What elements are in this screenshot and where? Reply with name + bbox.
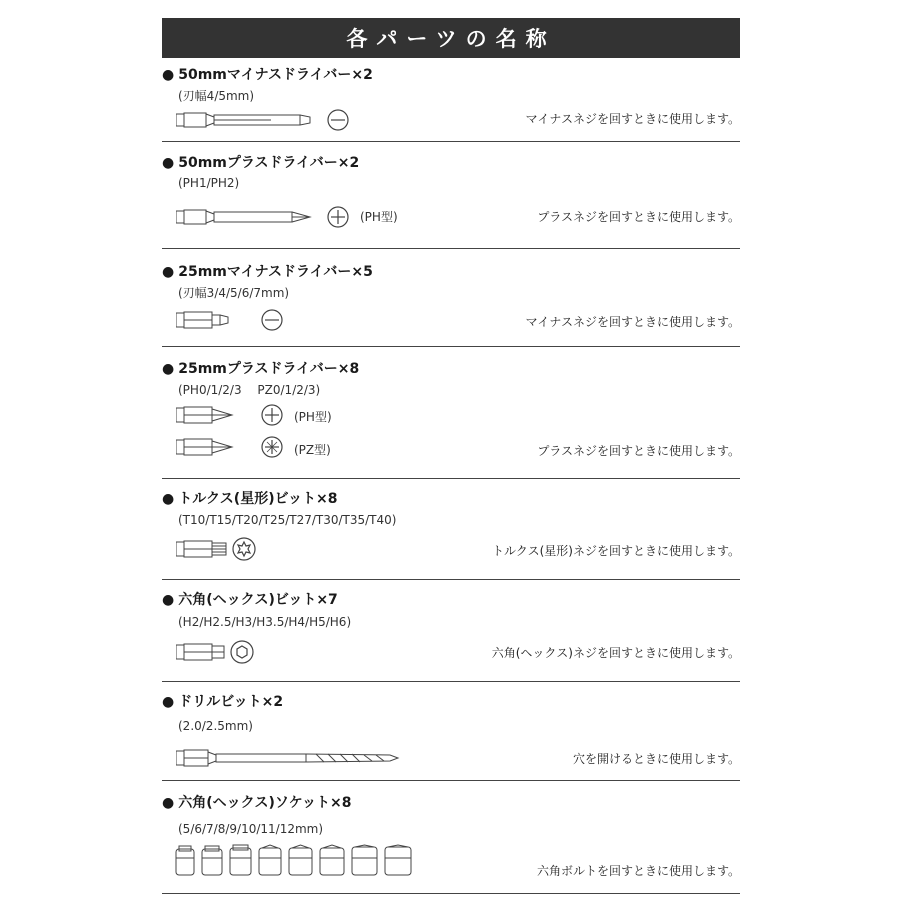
drill-bit-illustration bbox=[176, 745, 406, 771]
section-hex-socket bbox=[162, 786, 740, 896]
section-title-text: 25mmマイナスドライバー×5 bbox=[178, 264, 373, 280]
socket-8mm bbox=[259, 845, 281, 875]
bullet-icon: ● bbox=[162, 155, 175, 171]
section-title bbox=[162, 792, 352, 812]
section-spec: (PH0/1/2/3 PZ0/1/2/3) bbox=[178, 383, 321, 397]
page-header bbox=[162, 18, 740, 58]
section-spec: (T10/T15/T20/T25/T27/T30/T35/T40) bbox=[178, 513, 397, 527]
section-spec: (H2/H2.5/H3/H3.5/H4/H5/H6) bbox=[178, 615, 352, 629]
section-divider bbox=[162, 780, 740, 781]
section-spec: (PH1/PH2) bbox=[178, 176, 240, 190]
socket-10mm bbox=[320, 845, 344, 875]
slotted-bit-50mm-illustration bbox=[176, 108, 366, 132]
section-description: 六角ボルトを回すときに使用します。 bbox=[536, 864, 740, 878]
section-torx-bit bbox=[162, 484, 740, 579]
phillips-screw-icon bbox=[328, 207, 348, 227]
section-spec: (刃幅3/4/5/6/7mm) bbox=[178, 286, 290, 300]
section-title bbox=[162, 358, 359, 378]
type-label-pz: (PZ型) bbox=[294, 443, 331, 457]
section-title bbox=[162, 261, 373, 281]
pozidriv-screw-icon bbox=[262, 437, 282, 457]
type-label-ph: (PH型) bbox=[360, 210, 398, 224]
section-50mm-phillips bbox=[162, 148, 740, 248]
slotted-screw-icon bbox=[328, 110, 348, 130]
section-description: プラスネジを回すときに使用します。 bbox=[537, 444, 740, 458]
bullet-icon: ● bbox=[162, 491, 175, 507]
socket-7mm bbox=[230, 845, 251, 875]
section-50mm-slotted bbox=[162, 60, 740, 140]
hex-bit-illustration bbox=[176, 639, 316, 667]
page-title: 各パーツの名称 bbox=[346, 27, 556, 51]
phillips-bit-50mm-illustration bbox=[176, 204, 366, 230]
section-hex-bit bbox=[162, 585, 740, 680]
section-divider bbox=[162, 579, 740, 580]
section-divider bbox=[162, 478, 740, 479]
section-title-text: 25mmプラスドライバー×8 bbox=[178, 361, 360, 377]
section-title bbox=[162, 691, 283, 711]
section-description: マイナスネジを回すときに使用します。 bbox=[525, 315, 740, 329]
section-divider bbox=[162, 248, 740, 249]
section-divider bbox=[162, 346, 740, 347]
section-divider bbox=[162, 893, 740, 894]
bullet-icon: ● bbox=[162, 694, 175, 710]
section-description: トルクス(星形)ネジを回すときに使用します。 bbox=[491, 544, 740, 558]
section-description: マイナスネジを回すときに使用します。 bbox=[525, 112, 740, 126]
section-title bbox=[162, 488, 338, 508]
bullet-icon: ● bbox=[162, 264, 175, 280]
phillips-screw-icon bbox=[262, 405, 282, 425]
section-25mm-slotted bbox=[162, 255, 740, 345]
section-title-text: ドリルビット×2 bbox=[178, 694, 284, 710]
section-title-text: 50mmプラスドライバー×2 bbox=[178, 155, 360, 171]
section-title-text: 六角(ヘックス)ソケット×8 bbox=[178, 795, 352, 811]
socket-5mm bbox=[176, 846, 194, 875]
socket-11mm bbox=[352, 845, 377, 875]
slotted-bit-25mm-illustration bbox=[176, 307, 316, 333]
section-25mm-phillips bbox=[162, 352, 740, 477]
section-title bbox=[162, 152, 359, 172]
section-divider bbox=[162, 141, 740, 142]
socket-12mm bbox=[385, 845, 411, 875]
section-title-text: トルクス(星形)ビット×8 bbox=[178, 491, 338, 507]
bullet-icon: ● bbox=[162, 592, 175, 608]
section-description: 穴を開けるときに使用します。 bbox=[572, 752, 740, 766]
slotted-screw-icon bbox=[262, 310, 282, 330]
section-title bbox=[162, 64, 373, 84]
section-title-text: 六角(ヘックス)ビット×7 bbox=[178, 592, 338, 608]
section-title-text: 50mmマイナスドライバー×2 bbox=[178, 67, 373, 83]
bullet-icon: ● bbox=[162, 361, 175, 377]
section-spec: (5/6/7/8/9/10/11/12mm) bbox=[178, 822, 324, 836]
bullet-icon: ● bbox=[162, 67, 175, 83]
section-description: プラスネジを回すときに使用します。 bbox=[537, 210, 740, 224]
torx-bit-illustration bbox=[176, 536, 316, 564]
section-spec: (刃幅4/5mm) bbox=[178, 89, 255, 103]
socket-6mm bbox=[202, 846, 222, 875]
torx-screw-icon bbox=[233, 538, 255, 560]
section-title bbox=[162, 589, 338, 609]
section-divider bbox=[162, 681, 740, 682]
section-drill-bit bbox=[162, 687, 740, 779]
bullet-icon: ● bbox=[162, 795, 175, 811]
type-label-ph: (PH型) bbox=[294, 410, 332, 424]
section-description: 六角(ヘックス)ネジを回すときに使用します。 bbox=[491, 646, 740, 660]
hex-socket-set-illustration bbox=[174, 844, 414, 878]
hex-screw-icon bbox=[231, 641, 253, 663]
section-spec: (2.0/2.5mm) bbox=[178, 719, 253, 733]
socket-9mm bbox=[289, 845, 312, 875]
